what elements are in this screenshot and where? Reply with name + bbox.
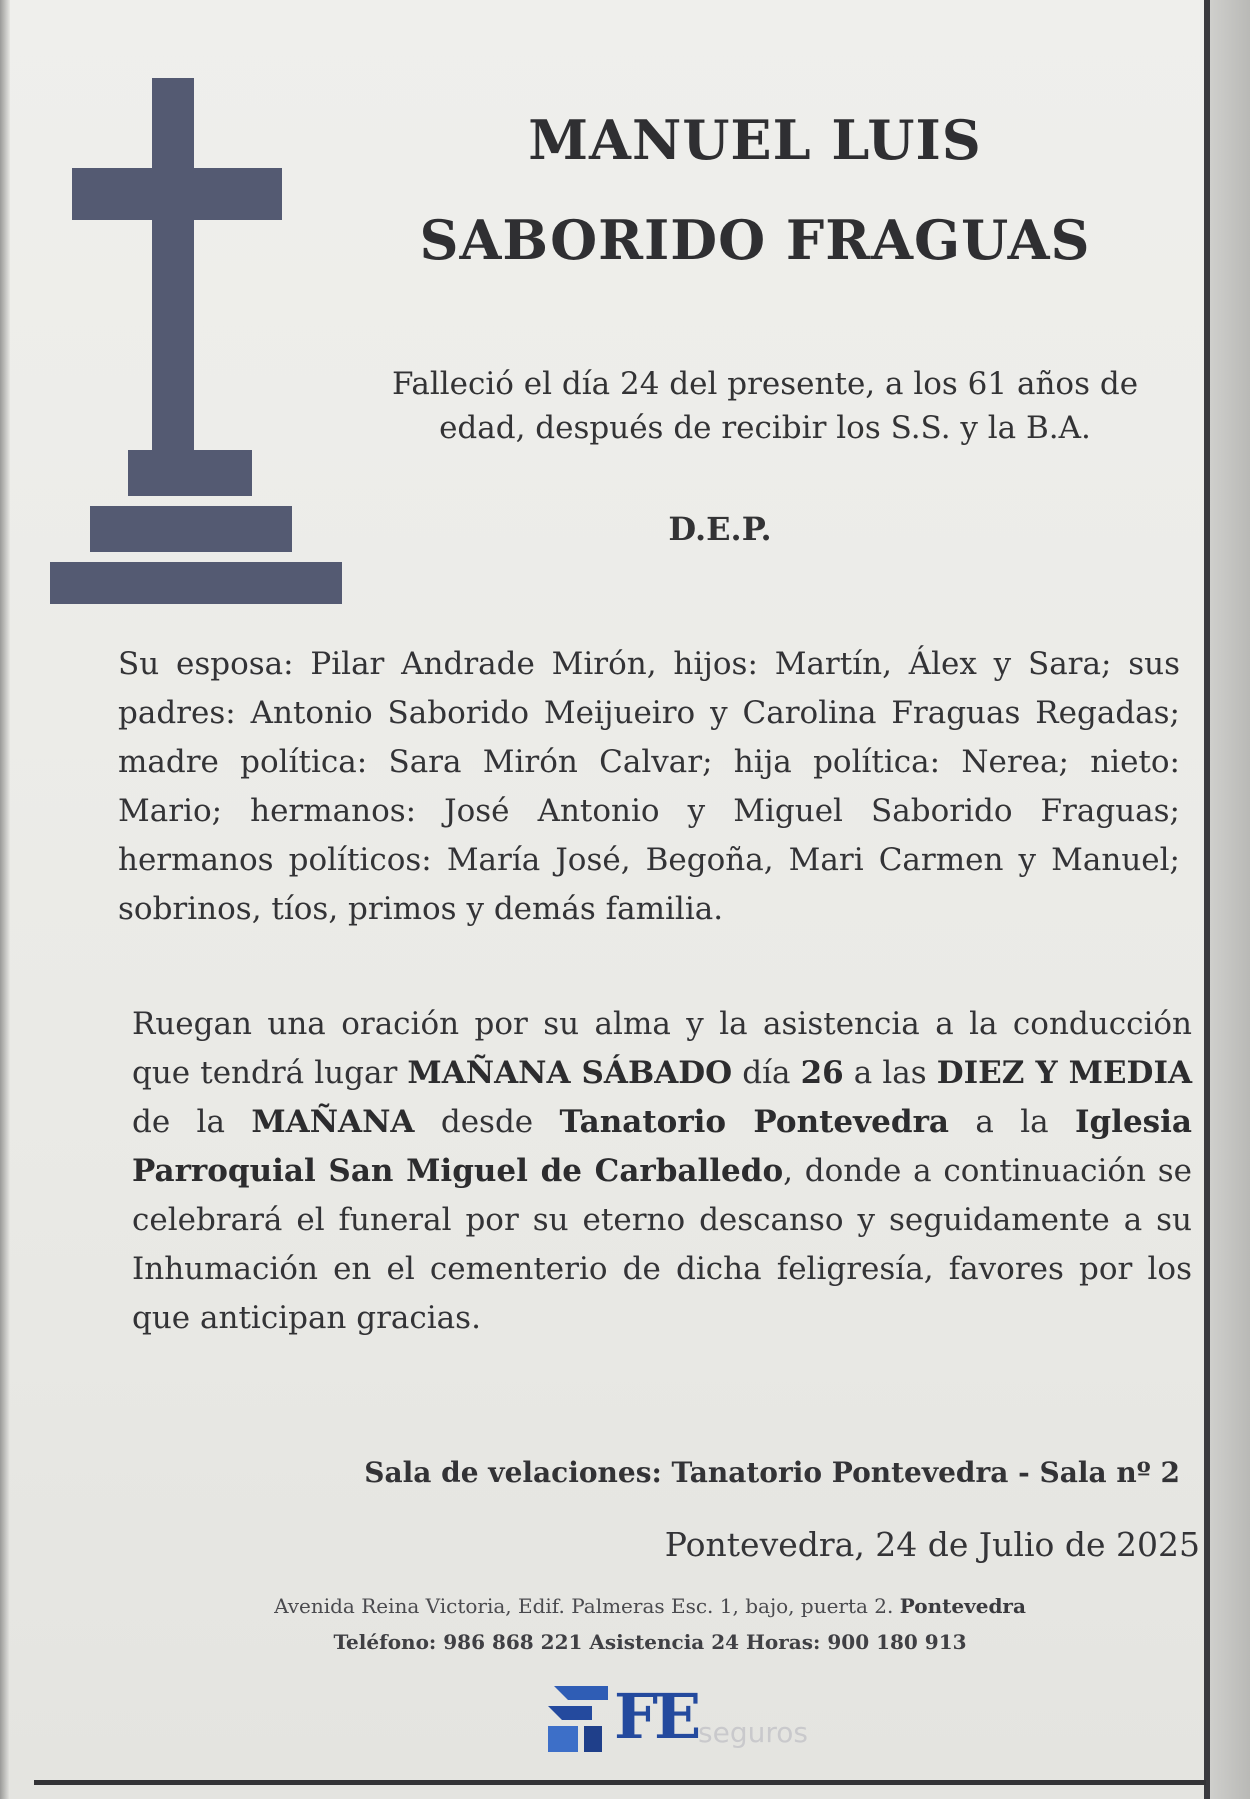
funeral-text: día (732, 1055, 801, 1091)
address-city: Pontevedra (899, 1594, 1026, 1618)
funeral-text: a la (949, 1104, 1075, 1140)
funeral-text: de la (132, 1104, 252, 1140)
funeral-time-period: MAÑANA (251, 1104, 415, 1140)
logo-mark-icon (548, 1686, 608, 1752)
family-paragraph: Su esposa: Pilar Andrade Mirón, hijos: Martín, Álex y Sara; sus padres: Antonio Saborido Meijueiro y Carolina Fraguas Regadas; madre política: Sara Mirón Calvar; hija política: Nerea; nieto: Mario; hermanos: José Antonio y Miguel Saborido Fraguas; hermanos políticos: María José, Begoña, Mari Carmen y Manuel; sobrinos, tíos, primos y demás familia. (118, 646, 1180, 927)
frame-bottom-border (34, 1780, 1206, 1785)
funeral-origin: Tanatorio Pontevedra (559, 1104, 949, 1140)
deceased-name-line2: SABORIDO FRAGUAS (419, 208, 1091, 272)
funeral-church: Iglesia Parroquial San Miguel de Carballedo (132, 1104, 1192, 1189)
funeral-home-phone: Teléfono: 986 868 221 Asistencia 24 Horas: 900 180 913 (333, 1630, 967, 1654)
paper-left-edge (0, 0, 10, 1799)
funeral-text: , donde a continuación se celebrará el funeral por su eterno descanso y seguidamente a su Inhumación en el cementerio de dicha feligresía, favores por los que anticipan gracias. (132, 1153, 1192, 1336)
wake-room: Sala de velaciones: Tanatorio Pontevedra - Sala nº 2 (364, 1456, 1180, 1489)
funeral-text: a las (843, 1055, 937, 1091)
notice-date: Pontevedra, 24 de Julio de 2025 (664, 1525, 1200, 1564)
deceased-name-line1: MANUEL LUIS (528, 108, 982, 172)
funeral-paragraph (132, 1000, 1192, 1343)
funeral-day-emphasis: MAÑANA SÁBADO (407, 1055, 733, 1091)
funeral-time: DIEZ Y MEDIA (936, 1055, 1192, 1091)
address-text: Avenida Reina Victoria, Edif. Palmeras Esc. 1, bajo, puerta 2. (274, 1594, 900, 1618)
dep-label: D.E.P. (668, 510, 772, 548)
insurer-logo (548, 1682, 848, 1762)
funeral-home-address (150, 1594, 1150, 1618)
funeral-text: desde (414, 1104, 560, 1140)
funeral-text: Ruegan una oración por su alma y la asistencia a la conducción que tendrá lugar (132, 1006, 1192, 1091)
death-announcement: Falleció el día 24 del presente, a los 61 años de edad, después de recibir los S.S. y la B.A. (391, 366, 1139, 446)
cross-icon (50, 78, 350, 618)
funeral-date-number: 26 (800, 1055, 844, 1091)
logo-wordmark: FE (614, 1680, 698, 1753)
monitor-edge (1210, 0, 1250, 1799)
logo-subtitle: seguros (698, 1716, 808, 1749)
